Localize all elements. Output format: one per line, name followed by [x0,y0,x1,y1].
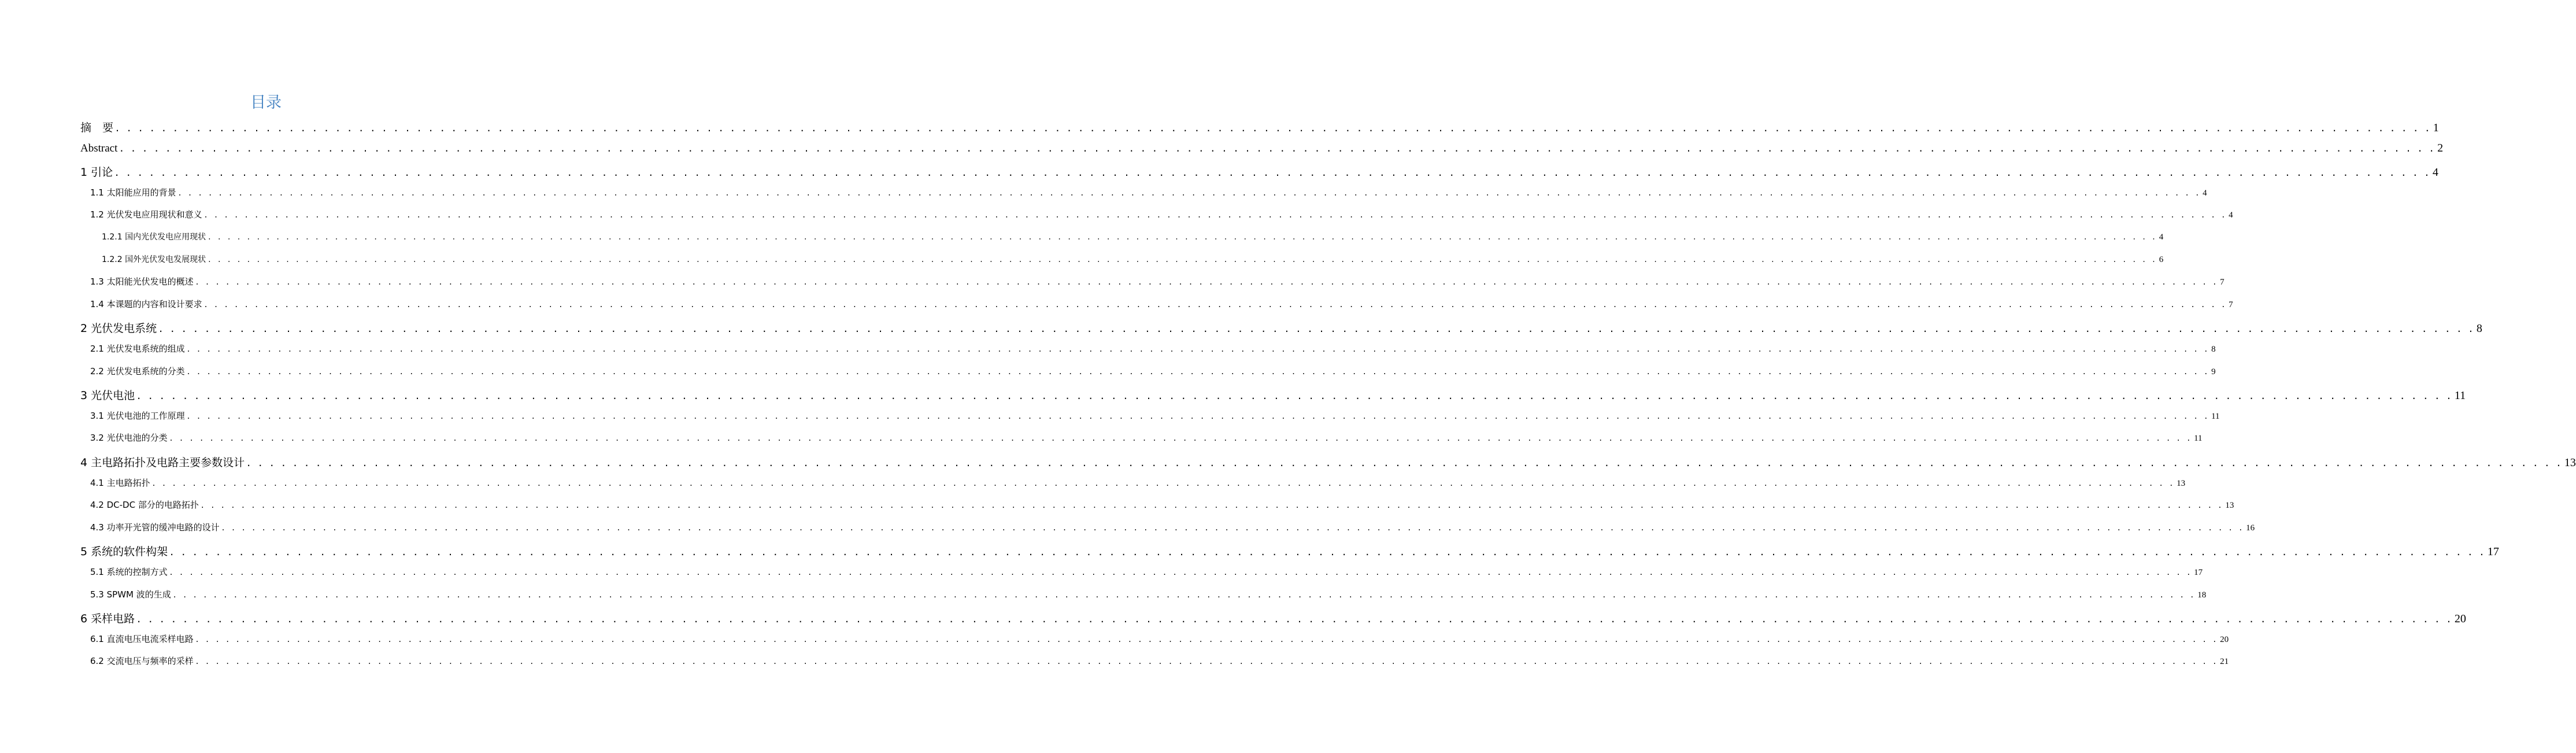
toc-dot-leader: . . . . . . . . . . . . . . . . . . . . . . . . . . . . . . . . . . . . . . . . . . . . . . . . . . . . . . . . . . . . . . . . . . . . . . . . . . . . . . . . . . . . . . . . . . . . . . . . . . . . . . . . . . . . . . . . . . . . . . . . . . . . . . . . . . . . . . . . . . . . . . . . . . . . . . . . . . . . . . . . . . . . . . . . . . . . . . . . . . . . . . . . . . . . . . . . . . . . . . . . [178,187,2201,198]
toc-entry-page-number: 4 [2203,188,2207,198]
toc-entry-page-number: 4 [2159,232,2164,242]
toc-entry-label: 1.3 太阳能光伏发电的概述 [90,276,194,287]
toc-entry-label: 4 主电路拓扑及电路主要参数设计 [80,456,245,469]
toc-entry-page-number: 21 [2220,657,2229,667]
toc-entry[interactable] [80,387,2466,403]
toc-dot-leader: . . . . . . . . . . . . . . . . . . . . . . . . . . . . . . . . . . . . . . . . . . . . . . . . . . . . . . . . . . . . . . . . . . . . . . . . . . . . . . . . . . . . . . . . . . . . . . . . . . . . . . . . . . . . . . . . . . . . . . . . . . . . . . . . . . . . . . . . . . . . . . . . . . . . . . . . . . . . . . . . . . . . . . . . . . . . . . . . . . . . . . . . . . . . . . . . . . . . . . . . [159,322,2475,335]
toc-entry[interactable] [90,633,2229,645]
toc-entry-page-number: 7 [2229,300,2233,309]
toc-dot-leader: . . . . . . . . . . . . . . . . . . . . . . . . . . . . . . . . . . . . . . . . . . . . . . . . . . . . . . . . . . . . . . . . . . . . . . . . . . . . . . . . . . . . . . . . . . . . . . . . . . . . . . . . . . . . . . . . . . . . . . . . . . . . . . . . . . . . . . . . . . . . . . . . . . . . . . . . . . . . . . . . . . . . . . . . . . . . . . . . . . . . . . . . . . . . . . . . . . . . . . . . [195,276,2219,287]
toc-entry-page-number: 20 [2220,634,2229,644]
toc-dot-leader: . . . . . . . . . . . . . . . . . . . . . . . . . . . . . . . . . . . . . . . . . . . . . . . . . . . . . . . . . . . . . . . . . . . . . . . . . . . . . . . . . . . . . . . . . . . . . . . . . . . . . . . . . . . . . . . . . . . . . . . . . . . . . . . . . . . . . . . . . . . . . . . . . . . . . . . . . . . . . . . . . . . . . . . . . . . . . . . . . . . . . . . . . . . . . . . . . . . . . . . . [152,477,2175,488]
toc-entry-page-number: 18 [2197,590,2207,600]
toc-entry[interactable] [90,409,2220,422]
toc-entry-page-number: 11 [2454,389,2466,403]
toc-dot-leader: . . . . . . . . . . . . . . . . . . . . . . . . . . . . . . . . . . . . . . . . . . . . . . . . . . . . . . . . . . . . . . . . . . . . . . . . . . . . . . . . . . . . . . . . . . . . . . . . . . . . . . . . . . . . . . . . . . . . . . . . . . . . . . . . . . . . . . . . . . . . . . . . . . . . . . . . . . . . . . . . . . . . . . . . . . . . . . . . . . . . . . . . . . . . . . . . . . . . . . . . [173,589,2196,600]
toc-dot-leader: . . . . . . . . . . . . . . . . . . . . . . . . . . . . . . . . . . . . . . . . . . . . . . . . . . . . . . . . . . . . . . . . . . . . . . . . . . . . . . . . . . . . . . . . . . . . . . . . . . . . . . . . . . . . . . . . . . . . . . . . . . . . . . . . . . . . . . . . . . . . . . . . . . . . . . . . . . . . . . . . . . . . . . . . . . . . . . . . . . . . . . . . . . . . . . . . . . . . . . . . [204,209,2227,220]
toc-entry[interactable] [102,231,2164,242]
toc-entry-page-number: 6 [2159,254,2164,264]
toc-entry[interactable] [80,164,2438,179]
toc-dot-leader: . . . . . . . . . . . . . . . . . . . . . . . . . . . . . . . . . . . . . . . . . . . . . . . . . . . . . . . . . . . . . . . . . . . . . . . . . . . . . . . . . . . . . . . . . . . . . . . . . . . . . . . . . . . . . . . . . . . . . . . . . . . . . . . . . . . . . . . . . . . . . . . . . . . . . . . . . . . . . . . . . . . . . . . . . . . . . . . . . . . . . . . . . . . . . . . . . . . . . . . . [187,344,2210,354]
toc-title: 目录 [250,94,282,112]
toc-entry-label: 1.2.1 国内光伏发电应用现状 [102,232,206,242]
toc-entry-label: 1.2.2 国外光伏发电发展现状 [102,254,206,264]
toc-dot-leader: . . . . . . . . . . . . . . . . . . . . . . . . . . . . . . . . . . . . . . . . . . . . . . . . . . . . . . . . . . . . . . . . . . . . . . . . . . . . . . . . . . . . . . . . . . . . . . . . . . . . . . . . . . . . . . . . . . . . . . . . . . . . . . . . . . . . . . . . . . . . . . . . . . . . . . . . . . . . . . . . . . . . . . . . . . . . . . . . . . . . . . . . . . . . . . . . . . . . . . . . [208,254,2157,264]
toc-entry[interactable] [90,499,2234,511]
toc-dot-leader: . . . . . . . . . . . . . . . . . . . . . . . . . . . . . . . . . . . . . . . . . . . . . . . . . . . . . . . . . . . . . . . . . . . . . . . . . . . . . . . . . . . . . . . . . . . . . . . . . . . . . . . . . . . . . . . . . . . . . . . . . . . . . . . . . . . . . . . . . . . . . . . . . . . . . . . . . . . . . . . . . . . . . . . . . . . . . . . . . . . . . . . . . . . . . . . . . . . . . . . . [170,545,2486,559]
toc-dot-leader: . . . . . . . . . . . . . . . . . . . . . . . . . . . . . . . . . . . . . . . . . . . . . . . . . . . . . . . . . . . . . . . . . . . . . . . . . . . . . . . . . . . . . . . . . . . . . . . . . . . . . . . . . . . . . . . . . . . . . . . . . . . . . . . . . . . . . . . . . . . . . . . . . . . . . . . . . . . . . . . . . . . . . . . . . . . . . . . . . . . . . . . . . . . . . . . . . . . . . . . . [195,656,2219,667]
toc-entry[interactable] [90,521,2255,533]
toc-entry[interactable] [80,543,2499,559]
toc-entry[interactable] [90,431,2203,444]
toc-entry-label: 3.2 光伏电池的分类 [90,433,168,444]
toc-entry-label: 6.2 交流电压与频率的采样 [90,656,194,667]
toc-entry-label: 1.1 太阳能应用的背景 [90,187,176,198]
toc-entry-page-number: 11 [2211,411,2220,421]
toc-dot-leader: . . . . . . . . . . . . . . . . . . . . . . . . . . . . . . . . . . . . . . . . . . . . . . . . . . . . . . . . . . . . . . . . . . . . . . . . . . . . . . . . . . . . . . . . . . . . . . . . . . . . . . . . . . . . . . . . . . . . . . . . . . . . . . . . . . . . . . . . . . . . . . . . . . . . . . . . . . . . . . . . . . . . . . . . . . . . . . . . . . . . . . . . . . . . . . . . . . . . . . . . [115,166,2431,179]
toc-entry-page-number: 2 [2437,141,2444,154]
toc-entry-page-number: 17 [2487,545,2499,559]
toc-entry[interactable] [90,186,2207,198]
toc-entry-page-number: 13 [2225,501,2234,511]
toc-entry-label: 摘 要 [80,121,114,134]
toc-entry[interactable] [102,253,2164,265]
toc-entry[interactable] [90,588,2207,600]
toc-entry-label: 6.1 直流电压电流采样电路 [90,633,194,644]
toc-entry-label: Abstract [80,142,118,154]
toc-entry-page-number: 4 [2229,211,2233,220]
toc-dot-leader: . . . . . . . . . . . . . . . . . . . . . . . . . . . . . . . . . . . . . . . . . . . . . . . . . . . . . . . . . . . . . . . . . . . . . . . . . . . . . . . . . . . . . . . . . . . . . . . . . . . . . . . . . . . . . . . . . . . . . . . . . . . . . . . . . . . . . . . . . . . . . . . . . . . . . . . . . . . . . . . . . . . . . . . . . . . . . . . . . . . . . . . . . . . . . . . . . . . . . . . . [204,298,2227,309]
toc-dot-leader: . . . . . . . . . . . . . . . . . . . . . . . . . . . . . . . . . . . . . . . . . . . . . . . . . . . . . . . . . . . . . . . . . . . . . . . . . . . . . . . . . . . . . . . . . . . . . . . . . . . . . . . . . . . . . . . . . . . . . . . . . . . . . . . . . . . . . . . . . . . . . . . . . . . . . . . . . . . . . . . . . . . . . . . . . . . . . . . . . . . . . . . . . . . . . . . . . . . . . . . . [247,456,2563,469]
toc-dot-leader: . . . . . . . . . . . . . . . . . . . . . . . . . . . . . . . . . . . . . . . . . . . . . . . . . . . . . . . . . . . . . . . . . . . . . . . . . . . . . . . . . . . . . . . . . . . . . . . . . . . . . . . . . . . . . . . . . . . . . . . . . . . . . . . . . . . . . . . . . . . . . . . . . . . . . . . . . . . . . . . . . . . . . . . . . . . . . . . . . . . . . . . . . . . . . . . . . . . . . . . . [187,410,2210,421]
toc-entry-page-number: 7 [2220,278,2225,287]
toc-entry-label: 4.3 功率开光管的缓冲电路的设计 [90,522,220,533]
toc-entry-label: 3 光伏电池 [80,389,135,403]
toc-entry[interactable] [80,141,2444,155]
toc-entry[interactable] [90,655,2229,667]
toc-entry-page-number: 9 [2211,367,2216,376]
toc-entry-label: 6 采样电路 [80,612,135,626]
toc-entry[interactable] [90,477,2186,489]
toc-dot-leader: . . . . . . . . . . . . . . . . . . . . . . . . . . . . . . . . . . . . . . . . . . . . . . . . . . . . . . . . . . . . . . . . . . . . . . . . . . . . . . . . . . . . . . . . . . . . . . . . . . . . . . . . . . . . . . . . . . . . . . . . . . . . . . . . . . . . . . . . . . . . . . . . . . . . . . . . . . . . . . . . . . . . . . . . . . . . . . . . . . . . . . . . . . . . . . . . . . . . . . . . [116,121,2431,134]
toc-entry-label: 5.3 SPWM 波的生成 [90,589,171,600]
toc-entry[interactable] [90,208,2233,220]
toc-entry[interactable] [80,320,2482,335]
toc-entry-label: 4.1 主电路拓扑 [90,477,150,488]
toc-dot-leader: . . . . . . . . . . . . . . . . . . . . . . . . . . . . . . . . . . . . . . . . . . . . . . . . . . . . . . . . . . . . . . . . . . . . . . . . . . . . . . . . . . . . . . . . . . . . . . . . . . . . . . . . . . . . . . . . . . . . . . . . . . . . . . . . . . . . . . . . . . . . . . . . . . . . . . . . . . . . . . . . . . . . . . . . . . . . . . . . . . . . . . . . . . . . . . . . . . . . . . . . [221,522,2245,533]
toc-entry-label: 5 系统的软件构架 [80,545,168,559]
toc-entry-label: 1 引论 [80,166,113,179]
toc-dot-leader: . . . . . . . . . . . . . . . . . . . . . . . . . . . . . . . . . . . . . . . . . . . . . . . . . . . . . . . . . . . . . . . . . . . . . . . . . . . . . . . . . . . . . . . . . . . . . . . . . . . . . . . . . . . . . . . . . . . . . . . . . . . . . . . . . . . . . . . . . . . . . . . . . . . . . . . . . . . . . . . . . . . . . . . . . . . . . . . . . . . . . . . . . . . . . . . . . . . . . . . . [137,389,2453,403]
toc-entry[interactable] [90,275,2225,287]
toc-entry-page-number: 8 [2211,345,2216,354]
toc-entry-page-number: 17 [2194,568,2203,577]
toc-dot-leader: . . . . . . . . . . . . . . . . . . . . . . . . . . . . . . . . . . . . . . . . . . . . . . . . . . . . . . . . . . . . . . . . . . . . . . . . . . . . . . . . . . . . . . . . . . . . . . . . . . . . . . . . . . . . . . . . . . . . . . . . . . . . . . . . . . . . . . . . . . . . . . . . . . . . . . . . . . . . . . . . . . . . . . . . . . . . . . . . . . . . . . . . . . . . . . . . . . . . . . . . [169,567,2193,577]
toc-entry-label: 1.2 光伏发电应用现状和意义 [90,209,202,220]
toc-entry[interactable] [80,454,2576,470]
toc-entry-label: 4.2 DC-DC 部分的电路拓扑 [90,500,199,511]
toc-dot-leader: . . . . . . . . . . . . . . . . . . . . . . . . . . . . . . . . . . . . . . . . . . . . . . . . . . . . . . . . . . . . . . . . . . . . . . . . . . . . . . . . . . . . . . . . . . . . . . . . . . . . . . . . . . . . . . . . . . . . . . . . . . . . . . . . . . . . . . . . . . . . . . . . . . . . . . . . . . . . . . . . . . . . . . . . . . . . . . . . . . . . . . . . . . . . . . . . . . . . . . . . [169,433,2193,444]
toc-entry[interactable] [90,298,2233,310]
toc-entry-label: 2 光伏发电系统 [80,322,157,335]
toc-entry[interactable] [80,119,2439,135]
toc-entry-page-number: 4 [2432,166,2438,179]
toc-entry-page-number: 8 [2476,322,2482,335]
toc-entry-label: 3.1 光伏电池的工作原理 [90,410,185,421]
toc-dot-leader: . . . . . . . . . . . . . . . . . . . . . . . . . . . . . . . . . . . . . . . . . . . . . . . . . . . . . . . . . . . . . . . . . . . . . . . . . . . . . . . . . . . . . . . . . . . . . . . . . . . . . . . . . . . . . . . . . . . . . . . . . . . . . . . . . . . . . . . . . . . . . . . . . . . . . . . . . . . . . . . . . . . . . . . . . . . . . . . . . . . . . . . . . . . . . . . . . . . . . . . . [208,232,2157,242]
toc-entry-page-number: 1 [2433,121,2439,134]
toc-entry-page-number: 20 [2454,612,2466,626]
toc-dot-leader: . . . . . . . . . . . . . . . . . . . . . . . . . . . . . . . . . . . . . . . . . . . . . . . . . . . . . . . . . . . . . . . . . . . . . . . . . . . . . . . . . . . . . . . . . . . . . . . . . . . . . . . . . . . . . . . . . . . . . . . . . . . . . . . . . . . . . . . . . . . . . . . . . . . . . . . . . . . . . . . . . . . . . . . . . . . . . . . . . . . . . . . . . . . . . . . . . . . . . . . . [120,141,2436,154]
toc-entry-label: 2.2 光伏发电系统的分类 [90,366,185,376]
toc-entry[interactable] [90,566,2203,578]
toc-dot-leader: . . . . . . . . . . . . . . . . . . . . . . . . . . . . . . . . . . . . . . . . . . . . . . . . . . . . . . . . . . . . . . . . . . . . . . . . . . . . . . . . . . . . . . . . . . . . . . . . . . . . . . . . . . . . . . . . . . . . . . . . . . . . . . . . . . . . . . . . . . . . . . . . . . . . . . . . . . . . . . . . . . . . . . . . . . . . . . . . . . . . . . . . . . . . . . . . . . . . . . . . [187,366,2210,376]
toc-entry-label: 5.1 系统的控制方式 [90,567,168,577]
toc-entry[interactable] [90,365,2216,377]
toc-dot-leader: . . . . . . . . . . . . . . . . . . . . . . . . . . . . . . . . . . . . . . . . . . . . . . . . . . . . . . . . . . . . . . . . . . . . . . . . . . . . . . . . . . . . . . . . . . . . . . . . . . . . . . . . . . . . . . . . . . . . . . . . . . . . . . . . . . . . . . . . . . . . . . . . . . . . . . . . . . . . . . . . . . . . . . . . . . . . . . . . . . . . . . . . . . . . . . . . . . . . . . . . [195,633,2219,644]
toc-entry-page-number: 13 [2177,478,2186,488]
toc-entry-page-number: 11 [2194,434,2203,444]
toc-entry[interactable] [90,342,2216,355]
toc-entry[interactable] [80,610,2466,626]
toc-dot-leader: . . . . . . . . . . . . . . . . . . . . . . . . . . . . . . . . . . . . . . . . . . . . . . . . . . . . . . . . . . . . . . . . . . . . . . . . . . . . . . . . . . . . . . . . . . . . . . . . . . . . . . . . . . . . . . . . . . . . . . . . . . . . . . . . . . . . . . . . . . . . . . . . . . . . . . . . . . . . . . . . . . . . . . . . . . . . . . . . . . . . . . . . . . . . . . . . . . . . . . . . [137,612,2453,626]
toc-entry-page-number: 13 [2564,456,2576,469]
toc-entry-page-number: 16 [2246,523,2255,533]
toc-entry-label: 1.4 本课题的内容和设计要求 [90,298,202,309]
toc-dot-leader: . . . . . . . . . . . . . . . . . . . . . . . . . . . . . . . . . . . . . . . . . . . . . . . . . . . . . . . . . . . . . . . . . . . . . . . . . . . . . . . . . . . . . . . . . . . . . . . . . . . . . . . . . . . . . . . . . . . . . . . . . . . . . . . . . . . . . . . . . . . . . . . . . . . . . . . . . . . . . . . . . . . . . . . . . . . . . . . . . . . . . . . . . . . . . . . . . . . . . . . . [201,500,2224,511]
toc-entry-label: 2.1 光伏发电系统的组成 [90,344,185,354]
